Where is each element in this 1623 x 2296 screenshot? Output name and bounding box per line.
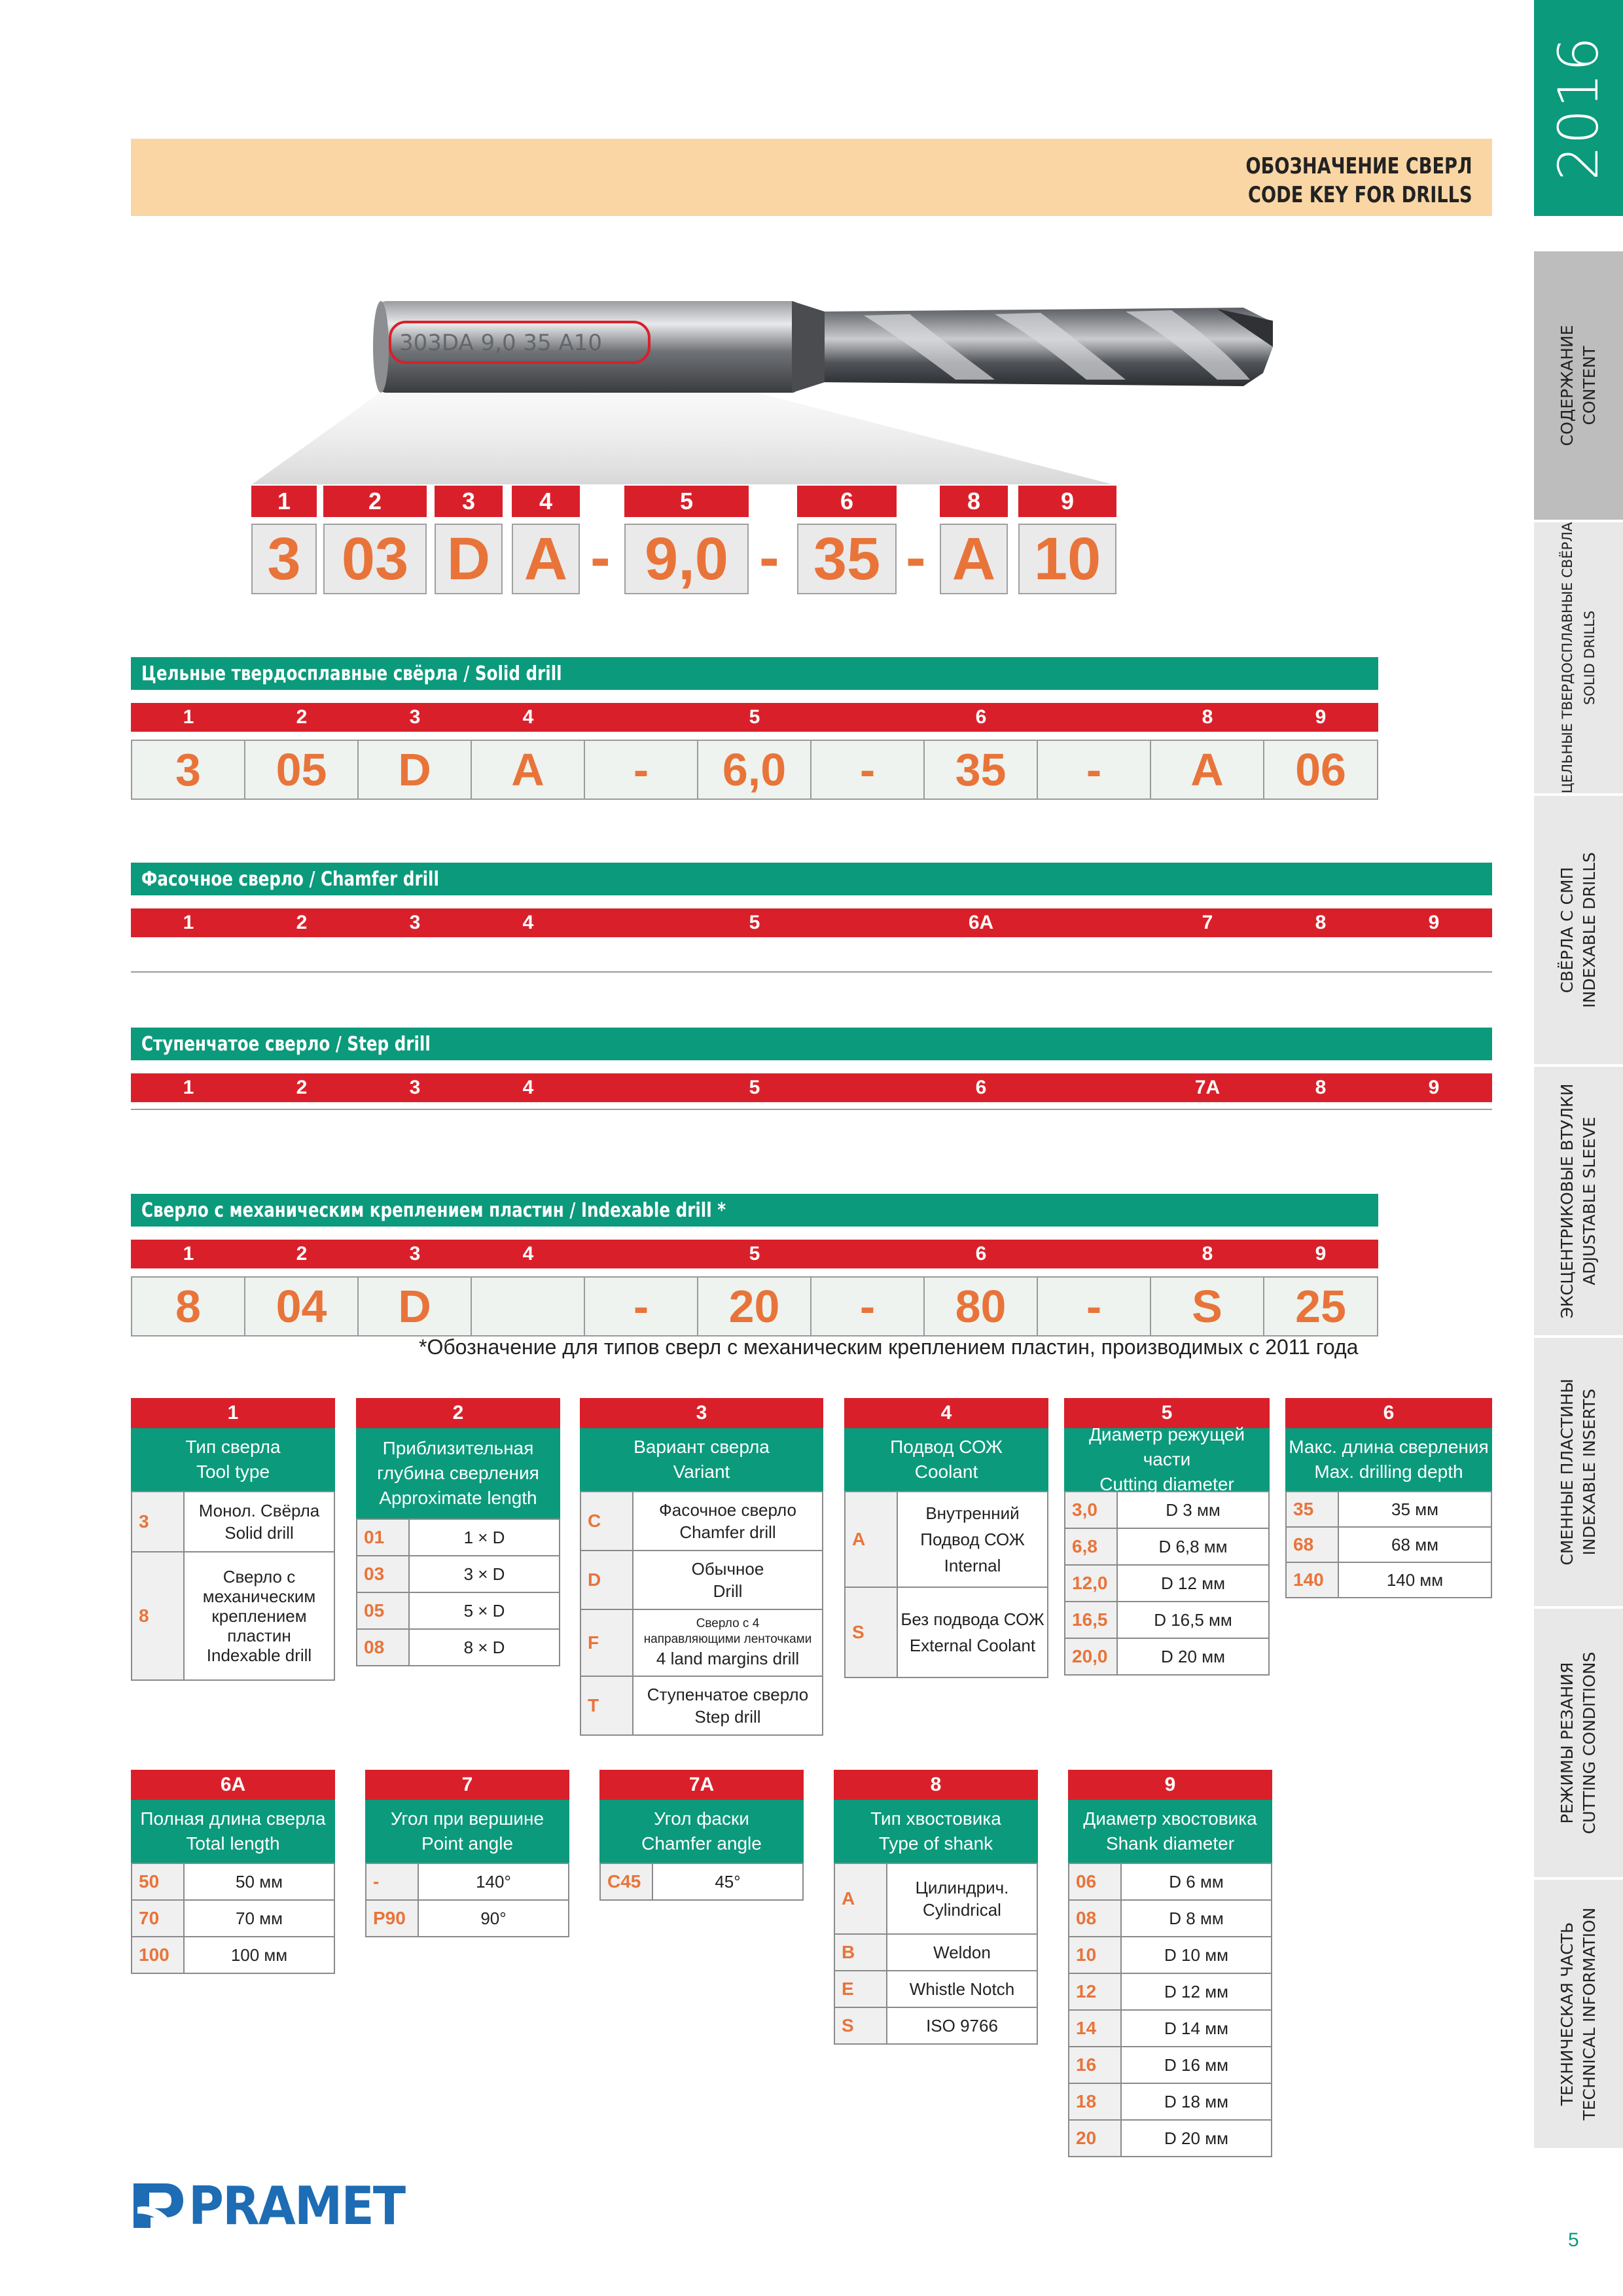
position-number: 4 xyxy=(522,706,534,728)
legend-desc: Цилиндрич. xyxy=(915,1878,1009,1897)
legend-desc: Solid drill xyxy=(224,1523,294,1543)
code-cell: 04 xyxy=(245,1278,359,1335)
position-number: 3 xyxy=(409,1243,421,1265)
example-code-value: 03 xyxy=(323,524,427,594)
drill-marking-text: 303DA 9,0 35 A10 xyxy=(399,330,603,356)
code-cell: - xyxy=(1038,741,1151,798)
legend-desc: Drill xyxy=(713,1581,743,1601)
legend-header-en: Total length xyxy=(186,1833,280,1854)
legend-desc: Cylindrical xyxy=(923,1900,1001,1920)
example-code-value: A xyxy=(512,524,580,594)
legend-header-en: Tool type xyxy=(196,1462,270,1482)
legend-desc: Фасочное сверло xyxy=(659,1500,796,1520)
pramet-logo-icon xyxy=(131,2181,186,2231)
legend-desc: D 20 мм xyxy=(1121,2120,1272,2157)
legend-desc: механическим xyxy=(202,1587,316,1606)
legend-header-en: Variant xyxy=(673,1462,730,1482)
sidebar-tab-label-en: SOLID DRILLS xyxy=(1582,610,1597,706)
legend-desc: пластин xyxy=(227,1626,291,1645)
legend-header-en: Type of shank xyxy=(878,1833,993,1854)
legend-desc: D 10 мм xyxy=(1121,1937,1272,1973)
legend-desc: Weldon xyxy=(887,1934,1037,1971)
legend-desc: 5 × D xyxy=(409,1592,560,1629)
sidebar-tab-label-ru: СВЁРЛА С СМП xyxy=(1558,867,1577,994)
sidebar-tab-label-en: ADJUSTABLE SLEEVE xyxy=(1580,1117,1599,1285)
year-label: 2016 xyxy=(1546,35,1611,181)
code-cell: A xyxy=(472,741,585,798)
legend-header-ru: Тип хвостовика xyxy=(870,1808,1001,1829)
legend-desc: Подвод СОЖ xyxy=(920,1530,1025,1549)
legend-header-en: Chamfer angle xyxy=(641,1833,762,1854)
section-title-solid-drill xyxy=(131,657,1378,690)
legend-code: 12,0 xyxy=(1065,1565,1117,1602)
position-number: 1 xyxy=(183,706,194,728)
code-cell: - xyxy=(1038,1278,1151,1335)
legend-code: 18 xyxy=(1069,2083,1121,2120)
legend-code: 20 xyxy=(1069,2120,1121,2157)
code-cell xyxy=(472,1278,585,1335)
position-number: 8 xyxy=(1315,1077,1327,1098)
legend-number: 2 xyxy=(356,1398,560,1428)
legend-code: A xyxy=(834,1863,887,1934)
position-number: 7A xyxy=(1194,1077,1221,1098)
legend-header-en: Shank diameter xyxy=(1105,1833,1235,1854)
legend-header-en: Approximate length xyxy=(379,1488,537,1508)
legend-header-ru: Тип сверла xyxy=(185,1437,281,1457)
position-number: 2 xyxy=(296,706,308,728)
sidebar-tab-label-en: TECHNICAL INFORMATION xyxy=(1580,1907,1599,2121)
empty-code-strip xyxy=(131,1073,1492,1110)
sidebar-tab-solid-drills[interactable] xyxy=(1534,520,1623,793)
legend-header-ru: Угол фаски xyxy=(654,1808,749,1829)
example-position: 8 xyxy=(940,486,1008,517)
position-number: 6A xyxy=(968,912,994,933)
sidebar-tab-cutting-conditions[interactable] xyxy=(1534,1606,1623,1877)
legend-desc: креплением xyxy=(211,1606,307,1626)
legend-header-ru: Диаметр хвостовика xyxy=(1083,1808,1257,1829)
code-cell: D xyxy=(359,1278,472,1335)
legend-code: T xyxy=(580,1676,633,1735)
position-number: 6 xyxy=(975,1243,987,1265)
legend-desc: 50 мм xyxy=(184,1863,334,1900)
position-number: 6 xyxy=(975,706,987,728)
example-position: 6 xyxy=(797,486,897,517)
example-code-value: 3 xyxy=(251,524,317,594)
legend-code: 14 xyxy=(1069,2010,1121,2047)
legend-desc: D 18 мм xyxy=(1121,2083,1272,2120)
example-code-value: 9,0 xyxy=(624,524,749,594)
footnote: *Обозначение для типов сверл с механическим креплением пластин, производимых с 2011 года xyxy=(419,1335,1359,1359)
section-title-text: Сверло с механическим креплением пластин / Indexable drill * xyxy=(141,1198,726,1222)
section-title-chamfer-drill xyxy=(131,863,1492,895)
example-position: 2 xyxy=(323,486,427,517)
section-title-indexable-drill xyxy=(131,1194,1378,1227)
legend-desc: Indexable drill xyxy=(206,1645,312,1665)
legend-desc: направляющими ленточками xyxy=(643,1632,812,1646)
legend-desc: External Coolant xyxy=(909,1636,1036,1655)
legend-code: 08 xyxy=(357,1629,409,1666)
legend-code: 68 xyxy=(1286,1527,1338,1562)
legend-number: 1 xyxy=(131,1398,335,1428)
legend-number: 8 xyxy=(834,1770,1038,1800)
example-dash: - xyxy=(906,524,926,591)
legend-desc: D 14 мм xyxy=(1121,2010,1272,2047)
legend-desc: D 12 мм xyxy=(1117,1565,1269,1602)
legend-code: S xyxy=(845,1587,897,1677)
position-number: 9 xyxy=(1315,706,1327,728)
legend-variant xyxy=(580,1398,823,1736)
legend-code: - xyxy=(366,1863,418,1900)
section-title-step-drill xyxy=(131,1028,1492,1060)
legend-tool-type xyxy=(131,1398,335,1681)
position-number: 4 xyxy=(522,1077,534,1098)
legend-code: F xyxy=(580,1609,633,1676)
sidebar-tab-label-ru: СМЕННЫЕ ПЛАСТИНЫ xyxy=(1558,1378,1577,1566)
legend-desc: D 12 мм xyxy=(1121,1973,1272,2010)
sidebar-tab-label-ru: РЕЖИМЫ РЕЗАНИЯ xyxy=(1558,1662,1577,1824)
position-number: 4 xyxy=(522,1243,534,1265)
position-number: 2 xyxy=(296,1243,308,1265)
example-position: 9 xyxy=(1018,486,1116,517)
code-cell: 8 xyxy=(132,1278,245,1335)
legend-desc: Ступенчатое сверло xyxy=(647,1685,809,1704)
legend-desc: 70 мм xyxy=(184,1900,334,1937)
legend-number: 6A xyxy=(131,1770,335,1800)
legend-code: 03 xyxy=(357,1556,409,1592)
legend-code: P90 xyxy=(366,1900,418,1937)
legend-code: 8 xyxy=(132,1552,184,1680)
drill-image xyxy=(366,281,1289,478)
legend-desc: Chamfer drill xyxy=(679,1522,776,1542)
code-strip-indexable-drill xyxy=(131,1276,1378,1336)
legend-desc: ISO 9766 xyxy=(887,2007,1037,2044)
legend-desc: 100 мм xyxy=(184,1937,334,1973)
sidebar-tab-label-ru: ЦЕЛЬНЫЕ ТВЕРДОСПЛАВНЫЕ СВЁРЛА xyxy=(1560,522,1575,794)
sidebar-tab-adjustable-sleeve[interactable] xyxy=(1534,1064,1623,1335)
position-number: 5 xyxy=(749,1243,760,1265)
legend-code: D xyxy=(580,1551,633,1609)
position-number: 8 xyxy=(1315,912,1327,933)
legend-desc: 4 land margins drill xyxy=(656,1649,800,1668)
position-number: 2 xyxy=(296,912,308,933)
position-number: 6 xyxy=(975,1077,987,1098)
section-title-text: Цельные твердосплавные свёрла / Solid drill xyxy=(141,662,562,685)
legend-header-ru: Диаметр режущей части xyxy=(1088,1424,1245,1469)
legend-desc: 140° xyxy=(418,1863,569,1900)
legend-chamfer-angle xyxy=(599,1770,804,1901)
legend-desc: Внутренний xyxy=(925,1503,1020,1523)
code-cell: 05 xyxy=(245,741,359,798)
legend-desc: D 6 мм xyxy=(1121,1863,1272,1900)
legend-desc: D 20 мм xyxy=(1117,1638,1269,1675)
legend-header-ru: Угол при вершине xyxy=(390,1808,544,1829)
legend-desc: 1 × D xyxy=(409,1519,560,1556)
legend-desc: Step drill xyxy=(694,1707,761,1727)
legend-code: 16,5 xyxy=(1065,1602,1117,1638)
legend-header-en: Cutting diameter xyxy=(1099,1474,1234,1494)
section-title-text: Ступенчатое сверло / Step drill xyxy=(141,1032,431,1056)
legend-code: C45 xyxy=(600,1863,652,1900)
code-cell: 80 xyxy=(925,1278,1038,1335)
section-title-text: Фасочное сверло / Chamfer drill xyxy=(141,867,439,891)
code-cell: 06 xyxy=(1264,741,1378,798)
legend-header-ru: Приблизительная xyxy=(382,1438,534,1458)
sidebar-tab-indexable-drills[interactable] xyxy=(1534,793,1623,1064)
position-number: 5 xyxy=(749,706,760,728)
legend-header-ru: Макс. длина сверления xyxy=(1289,1437,1489,1457)
code-cell: - xyxy=(812,741,925,798)
position-number: 1 xyxy=(183,1077,194,1098)
code-cell: 3 xyxy=(132,741,245,798)
legend-code: E xyxy=(834,1971,887,2007)
example-code-value: D xyxy=(435,524,503,594)
example-position: 5 xyxy=(624,486,749,517)
legend-desc: 8 × D xyxy=(409,1629,560,1666)
legend-code: 3,0 xyxy=(1065,1492,1117,1528)
legend-code: 06 xyxy=(1069,1863,1121,1900)
legend-code: 05 xyxy=(357,1592,409,1629)
sidebar-tab-label-en: CONTENT xyxy=(1580,346,1599,425)
legend-desc: 35 мм xyxy=(1338,1492,1491,1527)
legend-desc: 68 мм xyxy=(1338,1527,1491,1562)
position-number: 5 xyxy=(749,1077,760,1098)
legend-coolant xyxy=(844,1398,1048,1678)
example-position: 4 xyxy=(512,486,580,517)
position-number: 1 xyxy=(183,1243,194,1265)
sidebar-tab-label-ru: ЭКСЦЕНТРИКОВЫЕ ВТУЛКИ xyxy=(1558,1083,1577,1319)
legend-header-en: Point angle xyxy=(421,1833,514,1854)
legend-desc: 45° xyxy=(652,1863,803,1900)
legend-code: S xyxy=(834,2007,887,2044)
legend-code: 20,0 xyxy=(1065,1638,1117,1675)
legend-code: 70 xyxy=(132,1900,184,1937)
pramet-logo[interactable] xyxy=(131,2175,423,2236)
legend-desc: D 3 мм xyxy=(1117,1492,1269,1528)
code-cell: 20 xyxy=(698,1278,812,1335)
legend-header-en: Coolant xyxy=(914,1462,978,1482)
legend-desc: D 6,8 мм xyxy=(1117,1528,1269,1565)
legend-desc: D 16 мм xyxy=(1121,2047,1272,2083)
legend-desc: Internal xyxy=(944,1556,1001,1575)
position-number: 1 xyxy=(183,912,194,933)
legend-desc: Сверло с 4 xyxy=(696,1617,760,1630)
legend-number: 7A xyxy=(599,1770,804,1800)
example-dash: - xyxy=(759,524,779,591)
legend-number: 5 xyxy=(1064,1398,1270,1428)
legend-desc: D 16,5 мм xyxy=(1117,1602,1269,1638)
position-strip xyxy=(131,703,1378,732)
legend-code: 100 xyxy=(132,1937,184,1973)
example-code-value: 10 xyxy=(1018,524,1116,594)
legend-code: C xyxy=(580,1492,633,1551)
legend-code: 08 xyxy=(1069,1900,1121,1937)
position-number: 3 xyxy=(409,912,421,933)
legend-desc: Обычное xyxy=(691,1559,764,1579)
sidebar-tab-technical-information[interactable] xyxy=(1534,1877,1623,2148)
example-position: 1 xyxy=(251,486,317,517)
position-number: 3 xyxy=(409,1077,421,1098)
legend-code: 6,8 xyxy=(1065,1528,1117,1565)
position-strip xyxy=(131,908,1492,937)
sidebar-tab-indexable-inserts[interactable] xyxy=(1534,1335,1623,1606)
position-number: 8 xyxy=(1202,1243,1213,1265)
legend-desc: 140 мм xyxy=(1338,1562,1491,1598)
legend-total-length xyxy=(131,1770,335,1974)
legend-code: 35 xyxy=(1286,1492,1338,1527)
legend-header-en: Max. drilling depth xyxy=(1314,1462,1463,1482)
example-position: 3 xyxy=(435,486,503,517)
legend-number: 3 xyxy=(580,1398,823,1428)
position-number: 5 xyxy=(749,912,760,933)
legend-number: 7 xyxy=(365,1770,569,1800)
legend-desc: Монол. Свёрла xyxy=(198,1501,320,1520)
sidebar-tab-label-ru: ТЕХНИЧЕСКАЯ ЧАСТЬ xyxy=(1558,1922,1577,2106)
sidebar-tab-label-en: CUTTING CONDITIONS xyxy=(1580,1651,1599,1835)
legend-code: 12 xyxy=(1069,1973,1121,2010)
legend-desc: Без подвода СОЖ xyxy=(901,1609,1044,1629)
position-strip xyxy=(131,1240,1378,1268)
legend-cutting-diameter xyxy=(1064,1398,1270,1676)
legend-code: 01 xyxy=(357,1519,409,1556)
legend-header-ru: Полная длина сверла xyxy=(140,1808,326,1829)
legend-approximate-length xyxy=(356,1398,560,1666)
legend-header-ru: Подвод СОЖ xyxy=(890,1437,1003,1457)
code-cell: - xyxy=(812,1278,925,1335)
position-number: 7 xyxy=(1202,912,1213,933)
legend-desc: Сверло с xyxy=(223,1567,296,1587)
legend-code: 16 xyxy=(1069,2047,1121,2083)
position-number: 4 xyxy=(522,912,534,933)
code-cell: 35 xyxy=(925,741,1038,798)
position-number: 3 xyxy=(409,706,421,728)
legend-desc: 90° xyxy=(418,1900,569,1937)
page-number: 5 xyxy=(1568,2229,1579,2251)
legend-code: 10 xyxy=(1069,1937,1121,1973)
sidebar-tab-label-ru: СОДЕРЖАНИЕ xyxy=(1558,325,1577,446)
legend-point-angle xyxy=(365,1770,569,1937)
code-cell: - xyxy=(585,1278,698,1335)
legend-code: A xyxy=(845,1492,897,1587)
code-cell: A xyxy=(1151,741,1264,798)
position-number: 9 xyxy=(1428,1077,1440,1098)
legend-header-ru: глубина сверления xyxy=(377,1463,539,1483)
position-number: 9 xyxy=(1428,912,1440,933)
page-title-ru: ОБОЗНАЧЕНИЕ СВЕРЛ xyxy=(1245,153,1472,179)
code-strip-solid-drill xyxy=(131,740,1378,800)
legend-type-of-shank xyxy=(834,1770,1038,2045)
code-cell: 25 xyxy=(1264,1278,1378,1335)
legend-header-ru: Вариант сверла xyxy=(633,1437,770,1457)
position-number: 2 xyxy=(296,1077,308,1098)
code-cell: - xyxy=(585,741,698,798)
code-cell: D xyxy=(359,741,472,798)
legend-number: 6 xyxy=(1285,1398,1492,1428)
legend-code: 50 xyxy=(132,1863,184,1900)
sidebar-tab-label-en: INDEXABLE INSERTS xyxy=(1580,1388,1599,1556)
legend-code: B xyxy=(834,1934,887,1971)
page-title-en: CODE KEY FOR DRILLS xyxy=(1248,182,1472,208)
example-code-value: 35 xyxy=(797,524,897,594)
empty-code-strip xyxy=(131,937,1492,973)
code-cell: S xyxy=(1151,1278,1264,1335)
code-cell: 6,0 xyxy=(698,741,812,798)
legend-desc: 3 × D xyxy=(409,1556,560,1592)
legend-shank-diameter xyxy=(1068,1770,1272,2157)
legend-number: 4 xyxy=(844,1398,1048,1428)
legend-desc: D 8 мм xyxy=(1121,1900,1272,1937)
logo-wordmark: PRAMET xyxy=(188,2175,405,2236)
legend-desc: Whistle Notch xyxy=(887,1971,1037,2007)
legend-max-drilling-depth xyxy=(1285,1398,1492,1598)
example-code-value: A xyxy=(940,524,1008,594)
position-number: 9 xyxy=(1315,1243,1327,1265)
sidebar-tab-label-en: INDEXABLE DRILLS xyxy=(1580,852,1599,1008)
legend-code: 3 xyxy=(132,1492,184,1552)
position-number: 8 xyxy=(1202,706,1213,728)
example-dash: - xyxy=(590,524,611,591)
legend-code: 140 xyxy=(1286,1562,1338,1598)
legend-number: 9 xyxy=(1068,1770,1272,1800)
